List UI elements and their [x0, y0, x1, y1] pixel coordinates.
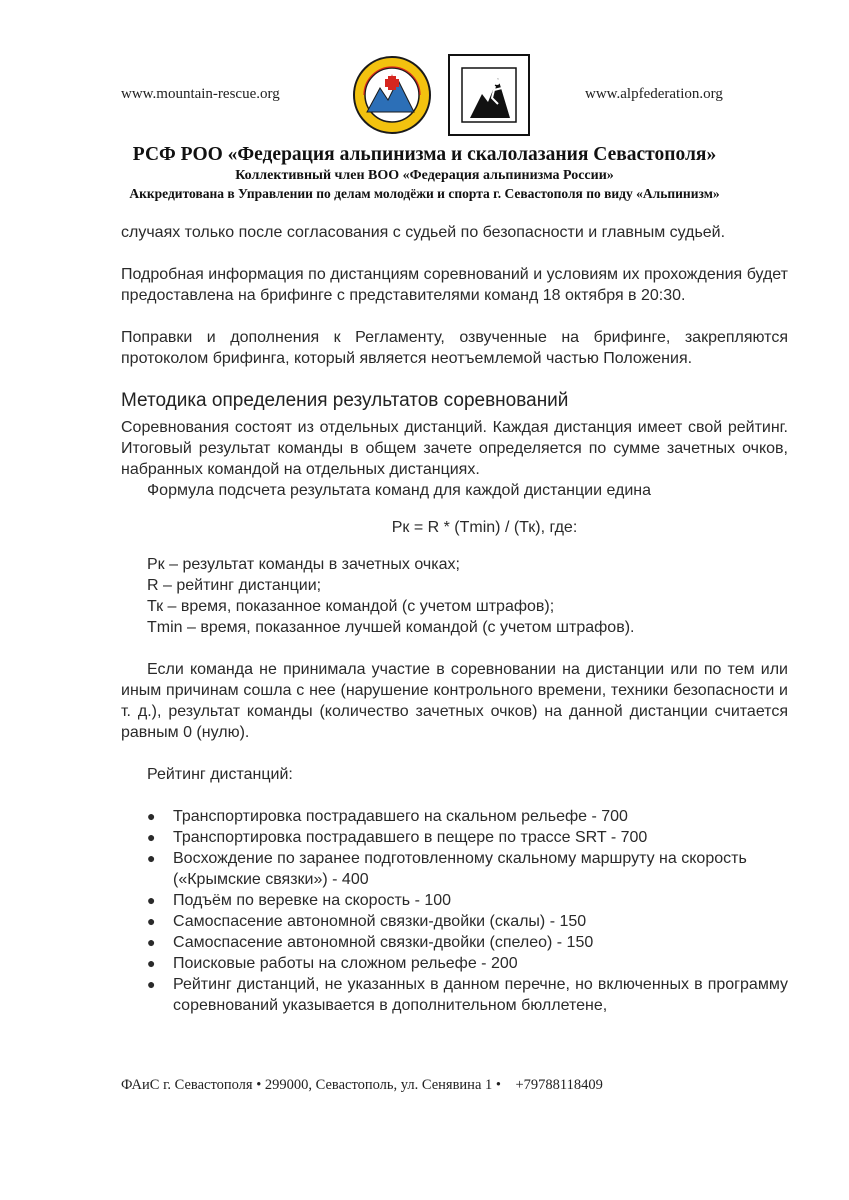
alpfederation-logo	[448, 54, 530, 136]
rating-item: ● Самоспасение автономной связки-двойки (спелео) - 150	[147, 934, 594, 951]
paragraph-continuation: случаях только после согласования с судьей по безопасности и главным судьей.	[121, 224, 726, 241]
bullet-icon: ●	[147, 934, 156, 950]
definition-item: Рк – результат команды в зачетных очках;	[147, 556, 460, 573]
footer-bullet-icon: •	[495, 1077, 501, 1093]
rating-item: ● Подъём по веревке на скорость - 100	[147, 892, 452, 909]
paragraph-amendments: Поправки и дополнения к Регламенту, озвученные на брифинге, закрепляются протоколом брифинга, который является неотъемлемой частью Положения.	[121, 329, 788, 367]
rescue-group-logo	[352, 54, 432, 136]
paragraph-briefing-info: Подробная информация по дистанциям соревнований и условиям их прохождения будет предоставлена на брифинге с представителями команд 18 октября в 20:30.	[121, 266, 788, 304]
bullet-icon: ●	[147, 955, 156, 971]
page-footer	[121, 1077, 603, 1094]
rating-item: ● Транспортировка пострадавшего на скальном рельефе - 700	[147, 808, 628, 825]
bullet-icon: ●	[147, 913, 156, 929]
formula-definitions	[121, 554, 788, 638]
ratings-list	[121, 806, 788, 1016]
bullet-icon: ●	[147, 808, 156, 824]
organization-accreditation: Аккредитована в Управлении по делам молодёжи и спорта г. Севастополя по виду «Альпинизм»	[129, 186, 720, 201]
paragraph-zero-score: Если команда не принимала участие в соревновании на дистанции или по тем или иным причинам сошла с нее (нарушение контрольного времени, техники безопасности и т. д.), результат команды (количество зачетных очков) на данной дистанции считается равным 0 (нулю).	[121, 661, 788, 741]
organization-membership: Коллективный член ВОО «Федерация альпинизма России»	[235, 168, 614, 183]
bullet-icon: ●	[147, 829, 156, 845]
formula: Рк = R * (Tmin) / (Тк), где:	[391, 519, 578, 536]
rating-heading: Рейтинг дистанций:	[147, 766, 293, 783]
footer-org: ФАиС г. Севастополя	[121, 1077, 253, 1093]
bullet-icon: ●	[147, 976, 156, 992]
footer-phone: +79788118409	[515, 1077, 603, 1093]
paragraph-competition-structure: Соревнования состоят из отдельных дистанций. Каждая дистанция имеет свой рейтинг. Итоговый результат команды в общем зачете определяется по сумме зачетных очков, набранных командой на отдельных дистанциях.	[121, 419, 788, 478]
footer-address: 299000, Севастополь, ул. Сенявина 1	[264, 1077, 493, 1093]
rating-item: ● Восхождение по заранее подготовленному скальному маршруту на скорость («Крымские связки») - 400	[147, 850, 747, 888]
website-link-mountain-rescue[interactable]: www.mountain-rescue.org	[121, 86, 280, 102]
definition-item: Tmin – время, показанное лучшей командой (с учетом штрафов).	[147, 619, 635, 636]
rating-item: ● Самоспасение автономной связки-двойки (скалы) - 150	[147, 913, 587, 930]
rating-item: ● Поисковые работы на сложном рельефе - 200	[147, 955, 518, 972]
bullet-icon: ●	[147, 850, 156, 866]
header-logos	[352, 54, 530, 136]
paragraph-formula-intro: Формула подсчета результата команд для каждой дистанции едина	[147, 482, 652, 499]
definition-item: Тк – время, показанное командой (с учетом штрафов);	[147, 598, 555, 615]
footer-bullet-icon: •	[256, 1077, 262, 1093]
section-heading: Методика определения результатов соревнований	[121, 390, 569, 411]
document-body	[121, 222, 788, 1016]
definition-item: R – рейтинг дистанции;	[147, 577, 322, 594]
website-link-alpfederation[interactable]: www.alpfederation.org	[585, 86, 723, 102]
organization-title: РСФ РОО «Федерация альпинизма и скалолазания Севастополя»	[132, 144, 717, 165]
bullet-icon: ●	[147, 892, 156, 908]
rating-item: ● Рейтинг дистанций, не указанных в данном перечне, но включенных в программу соревнований указывается в дополнительном бюллетене,	[147, 976, 788, 1014]
rating-item: ● Транспортировка пострадавшего в пещере по трассе SRT - 700	[147, 829, 648, 846]
